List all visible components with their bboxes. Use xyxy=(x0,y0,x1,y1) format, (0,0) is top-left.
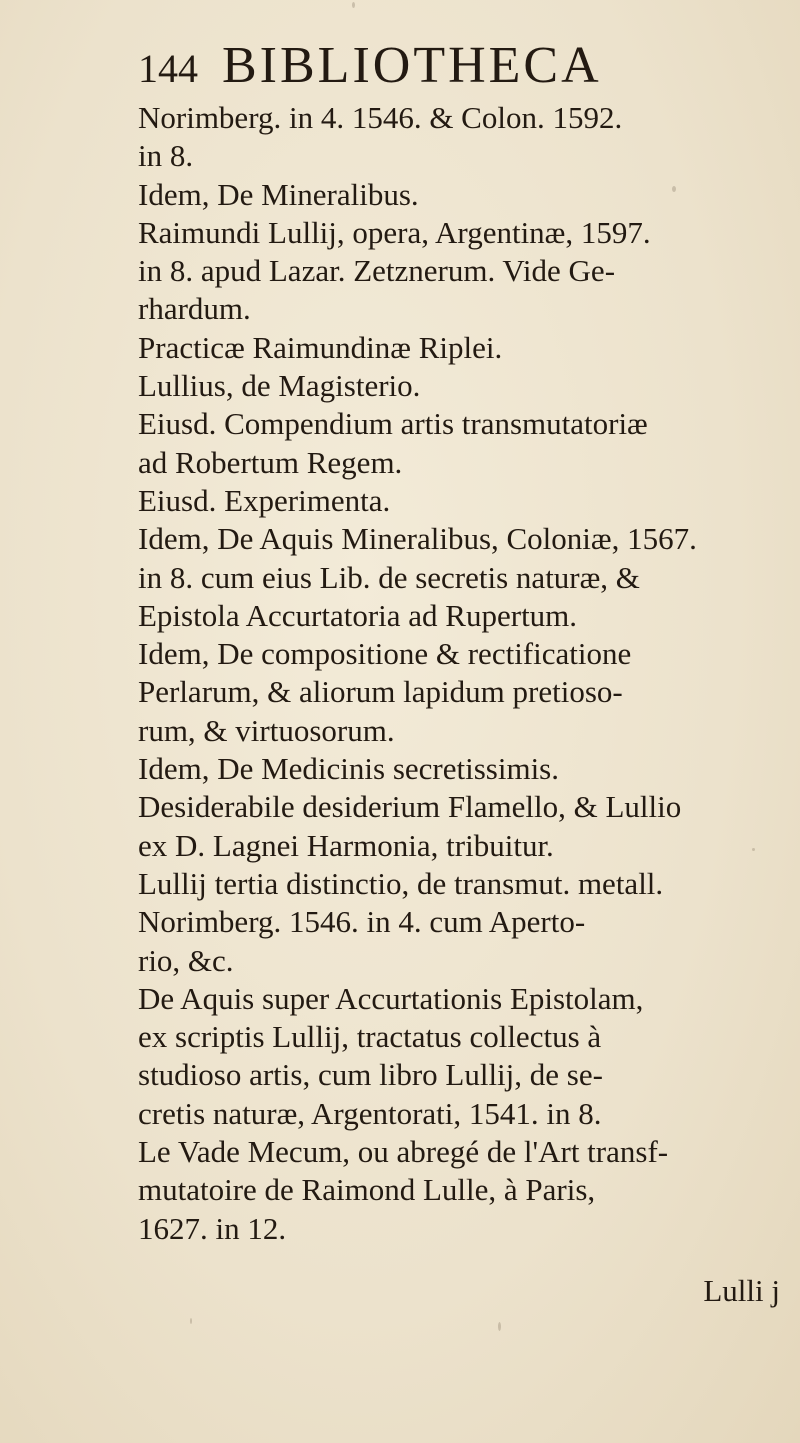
entry-line: ad Robertum Regem. xyxy=(138,444,403,480)
entry-line: Le Vade Mecum, ou abregé de l'Art transf- xyxy=(138,1134,669,1170)
entry-line: in 8. xyxy=(138,138,194,174)
entry-line: Idem, De Medicinis secretissimis. xyxy=(138,751,559,787)
bibliography-entries xyxy=(138,99,778,1248)
entry-line: Idem, De Mineralibus. xyxy=(138,176,419,212)
entry-line: in 8. apud Lazar. Zetznerum. Vide Ge- xyxy=(138,253,616,289)
entry-line: Norimberg. 1546. in 4. cum Aperto- xyxy=(138,904,586,940)
entry-line: rum, & virtuosorum. xyxy=(138,712,395,748)
entry-line: rio, &c. xyxy=(138,942,234,978)
entry-line: Idem, De compositione & rectificatione xyxy=(138,636,632,672)
entry-line: Lullij tertia distinctio, de transmut. metall. xyxy=(138,865,664,901)
entry-line: Eiusd. Compendium artis transmutatoriæ xyxy=(138,406,648,442)
paper-speck xyxy=(752,848,755,851)
bibliography-entry xyxy=(138,980,778,1133)
bibliography-entry xyxy=(138,99,778,176)
bibliography-entry xyxy=(138,367,778,405)
catchword: Lulli j xyxy=(703,1273,780,1308)
entry-line: cretis naturæ, Argentorati, 1541. in 8. xyxy=(138,1095,602,1131)
entry-line: ex scriptis Lullij, tractatus collectus à xyxy=(138,1019,602,1055)
entry-line: studioso artis, cum libro Lullij, de se- xyxy=(138,1057,603,1093)
entry-line: Desiderabile desiderium Flamello, & Lullio xyxy=(138,789,682,825)
bibliography-entry xyxy=(138,214,778,329)
entry-line: Norimberg. in 4. 1546. & Colon. 1592. xyxy=(138,100,623,135)
entry-line: De Aquis super Accurtationis Epistolam, xyxy=(138,980,644,1016)
bibliography-entry xyxy=(138,788,778,865)
bibliography-entry xyxy=(138,176,778,214)
entry-line: Raimundi Lullij, opera, Argentinæ, 1597. xyxy=(138,214,651,250)
bibliography-entry xyxy=(138,520,778,635)
bibliography-entry xyxy=(138,405,778,482)
entry-line: rhardum. xyxy=(138,291,251,327)
page-header xyxy=(138,36,602,96)
paper-speck xyxy=(352,2,355,8)
running-title: BIBLIOTHECA xyxy=(222,37,602,94)
bibliography-entry xyxy=(138,635,778,750)
entry-line: 1627. in 12. xyxy=(138,1210,287,1246)
entry-line: Epistola Accurtatoria ad Rupertum. xyxy=(138,597,578,633)
entry-line: ex D. Lagnei Harmonia, tribuitur. xyxy=(138,827,554,863)
entry-line: Perlarum, & aliorum lapidum pretioso- xyxy=(138,674,623,710)
entry-line: Eiusd. Experimenta. xyxy=(138,482,391,518)
entry-line: Lullius, de Magisterio. xyxy=(138,368,421,404)
page-number: 144 xyxy=(138,46,198,91)
entry-line: in 8. cum eius Lib. de secretis naturæ, & xyxy=(138,559,640,595)
bibliography-entry xyxy=(138,329,778,367)
entry-line: Idem, De Aquis Mineralibus, Coloniæ, 1567. xyxy=(138,521,697,557)
bibliography-entry xyxy=(138,750,778,788)
entry-line: mutatoire de Raimond Lulle, à Paris, xyxy=(138,1172,596,1208)
bibliography-entry xyxy=(138,482,778,520)
bibliography-entry xyxy=(138,865,778,980)
paper-speck xyxy=(190,1318,192,1324)
entry-line: Practicæ Raimundinæ Riplei. xyxy=(138,329,503,365)
paper-speck xyxy=(498,1322,501,1331)
bibliography-entry xyxy=(138,1133,778,1248)
paper-speck xyxy=(672,186,676,192)
